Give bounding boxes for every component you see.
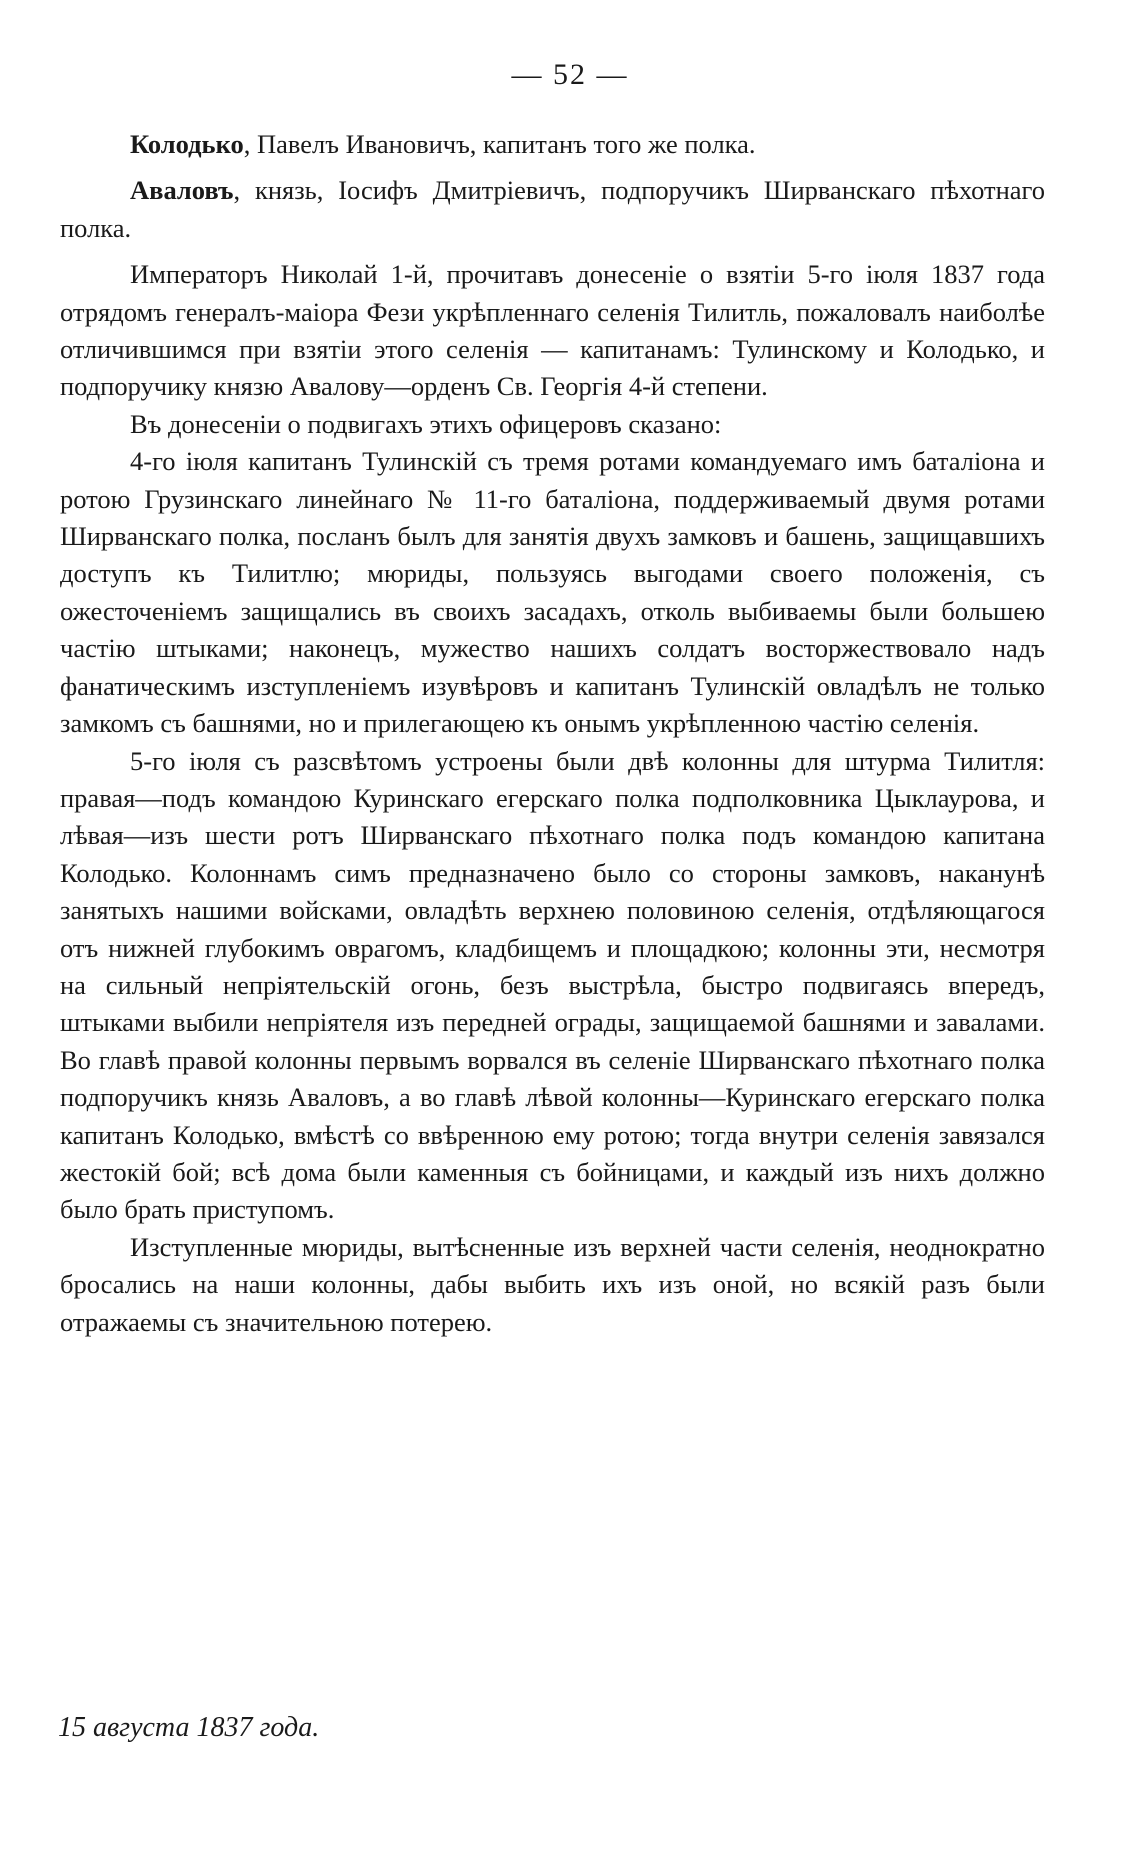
- entry-avalov: [60, 172, 1045, 247]
- entry-text: , Павелъ Ивановичъ, капитанъ того же полка.: [243, 129, 756, 159]
- document-date: 15 августа 1837 года.: [58, 1712, 320, 1743]
- entry-kolodko: [60, 126, 1045, 163]
- paragraph-murids: Изступленные мюриды, вытѣсненные изъ верхней части селенія, неоднократно бросались на наши колонны, дабы выбить ихъ изъ оной, но всякій разъ были отражаемы съ значительною потерею.: [60, 1231, 1045, 1337]
- page-number: — 52 —: [511, 58, 629, 91]
- document-body: [60, 126, 1045, 1341]
- paragraph-report-intro: Въ донесеніи о подвигахъ этихъ офицеровъ сказано:: [130, 408, 722, 439]
- paragraph-july-5: 5-го іюля съ разсвѣтомъ устроены были двѣ колонны для штурма Тилитля: правая—подъ командою Куринскаго егерскаго полка подполковника Цыклаурова, и лѣвая—изъ шести ротъ Ширванскаго пѣхотнаго полка подъ командою капитана Колодько. Колоннамъ симъ предназначено было со стороны замковъ, наканунѣ занятыхъ нашими войсками, овладѣть верхнею половиною селенія, отдѣляющагося отъ нижней глубокимъ оврагомъ, кладбищемъ и площадкою; колонны эти, несмотря на сильный непріятельскій огонь, безъ выстрѣла, быстро подвигаясь впередъ, штыками выбили непріятеля изъ передней ограды, защищаемой башнями и завалами. Во главѣ правой колонны первымъ ворвался въ селеніе Ширванскаго пѣхотнаго полка подпоручикъ князь Аваловъ, а во главѣ лѣвой колонны—Куринскаго егерскаго полка капитанъ Колодько, вмѣстѣ со ввѣренною ему ротою; тогда внутри селенія завязался жестокій бой; всѣ дома были каменныя съ бойницами, и каждый изъ нихъ должно было брать приступомъ.: [60, 745, 1045, 1225]
- paragraph-emperor-award: Императоръ Николай 1-й, прочитавъ донесеніе о взятіи 5-го іюля 1837 года отрядомъ генералъ-маіора Фези укрѣпленнаго селенія Тилитль, пожаловалъ наиболѣе отличившимся при взятіи этого селенія — капитанамъ: Тулинскому и Колодько, и подпоручику князю Авалову—орденъ Св. Георгія 4-й степени.: [60, 259, 1045, 402]
- paragraph-july-4: 4-го іюля капитанъ Тулинскій съ тремя ротами командуемаго имъ баталіона и ротою Грузинскаго линейнаго № 11-го баталіона, поддерживаемый двумя ротами Ширванскаго полка, посланъ былъ для занятія двухъ замковъ и башень, защищавшихъ доступъ къ Тилитлю; мюриды, пользуясь выгодами своего положенія, съ ожесточеніемъ защищались въ своихъ засадахъ, отколь выбиваемы были большею частію штыками; наконецъ, мужество нашихъ солдатъ восторжествовало надъ фанатическимъ изступленіемъ изувѣровъ и капитанъ Тулинскій овладѣлъ не только замкомъ съ башнями, но и прилегающею къ онымъ укрѣпленною частію селенія.: [60, 446, 1045, 739]
- entry-name: Колодько: [130, 129, 244, 159]
- entry-name: Аваловъ: [130, 175, 234, 206]
- entry-text: , князь, Іосифъ Дмитріевичъ, подпоручикъ Ширванскаго пѣхотнаго полка.: [60, 175, 1045, 243]
